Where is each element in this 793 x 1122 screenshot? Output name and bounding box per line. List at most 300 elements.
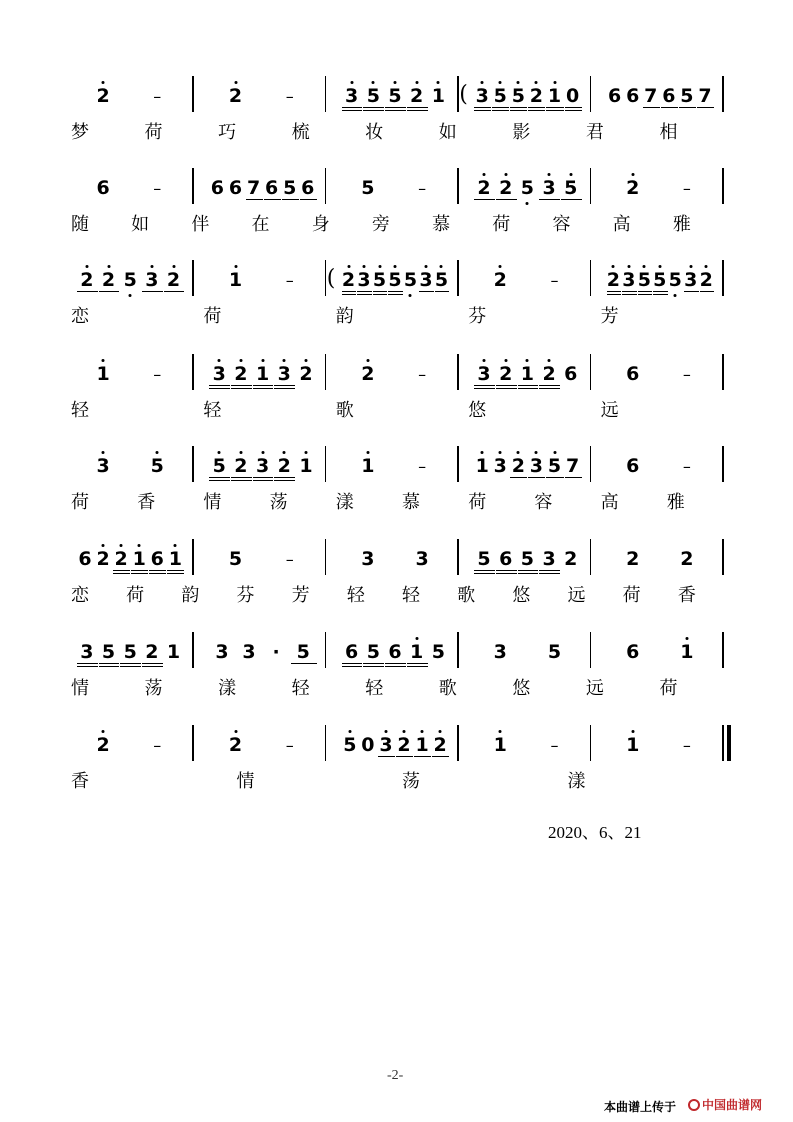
note: 6 xyxy=(626,455,640,477)
note: 2 xyxy=(397,734,411,756)
underline xyxy=(246,199,263,200)
site-logo-text: 中国曲谱网 xyxy=(702,1098,763,1112)
underline xyxy=(378,756,395,757)
barline xyxy=(722,539,724,575)
lyric: 情 xyxy=(203,492,222,513)
note: 2 xyxy=(493,269,507,291)
note: 1 xyxy=(626,734,640,756)
note: 1 xyxy=(255,363,270,385)
note: 5 xyxy=(366,85,380,107)
lyric: 在 xyxy=(251,214,270,235)
note: 5 xyxy=(680,85,694,107)
lyric: 雅 xyxy=(672,214,691,235)
lyric: 如 xyxy=(131,214,150,235)
score-line xyxy=(0,735,793,815)
octave-dot-above xyxy=(643,265,646,268)
lyric: 漾 xyxy=(335,492,354,513)
underline-double xyxy=(99,666,120,667)
note: 2 xyxy=(277,455,291,477)
underline-double xyxy=(388,294,402,295)
note: 2 xyxy=(410,85,424,107)
underline xyxy=(77,663,98,664)
barline xyxy=(457,260,459,296)
note: 6 xyxy=(265,177,279,199)
note: 6 xyxy=(228,177,243,199)
underline xyxy=(291,663,317,664)
lyric: 芳 xyxy=(291,585,310,606)
sustain-dash: – xyxy=(418,365,427,384)
octave-dot-above xyxy=(440,265,443,268)
sustain-dash: – xyxy=(550,736,559,755)
note: 3 xyxy=(242,641,256,663)
lyric: 歌 xyxy=(335,400,354,421)
lyric: 荷 xyxy=(71,492,89,513)
octave-dot-above xyxy=(348,730,351,733)
note: 1 xyxy=(547,85,562,107)
note: 2 xyxy=(96,734,110,756)
octave-dot-above xyxy=(705,265,708,268)
note: 2 xyxy=(96,548,110,570)
underline-double xyxy=(528,110,545,111)
octave-dot-above xyxy=(150,265,153,268)
underline-double xyxy=(209,480,230,481)
barline xyxy=(590,632,592,668)
octave-dot-above xyxy=(483,173,486,176)
note: 5 xyxy=(388,85,402,107)
underline xyxy=(539,385,560,386)
note: 5 xyxy=(511,85,525,107)
lyric: 荷 xyxy=(144,122,163,143)
underline-double xyxy=(496,573,517,574)
octave-dot-above xyxy=(156,451,159,454)
barline xyxy=(457,725,459,761)
note: 3 xyxy=(493,641,507,663)
note: 1 xyxy=(415,734,429,756)
lyric: 远 xyxy=(567,585,586,606)
lyric: 荷 xyxy=(468,492,487,513)
underline-double xyxy=(120,666,141,667)
note: 3 xyxy=(96,455,110,477)
lyric: 远 xyxy=(585,678,604,699)
note: 5 xyxy=(434,269,449,291)
note: 5 xyxy=(212,455,226,477)
lyric: 情 xyxy=(236,771,255,792)
underline-double xyxy=(231,480,252,481)
underline xyxy=(300,199,317,200)
octave-dot-above xyxy=(394,81,397,84)
underline xyxy=(539,199,560,200)
barline xyxy=(590,168,592,204)
note: 2 xyxy=(499,363,513,385)
octave-dot-above xyxy=(439,730,442,733)
underline xyxy=(528,107,545,108)
octave-dot-above xyxy=(138,544,141,547)
underline xyxy=(142,663,163,664)
barline xyxy=(457,632,459,668)
note: 1 xyxy=(96,363,110,385)
octave-dot-above xyxy=(350,81,353,84)
lyric: 荡 xyxy=(402,771,420,792)
underline xyxy=(407,107,428,108)
score-line xyxy=(0,642,793,722)
underline xyxy=(253,477,274,478)
lyric: 高 xyxy=(612,214,631,235)
note: 3 xyxy=(529,455,544,477)
underline xyxy=(474,570,495,571)
barline xyxy=(590,539,592,575)
note: 3 xyxy=(255,455,270,477)
underline xyxy=(120,663,141,664)
underline xyxy=(231,477,252,478)
score-line xyxy=(0,178,793,258)
lyric: 巧 xyxy=(218,122,237,143)
note: 2 xyxy=(96,85,110,107)
underline xyxy=(561,199,582,200)
octave-dot-above xyxy=(424,265,427,268)
octave-dot-above xyxy=(421,730,424,733)
date: 2020、6、21 xyxy=(548,823,642,842)
note: 7 xyxy=(565,455,580,477)
note: 2 xyxy=(499,177,513,199)
octave-dot-above xyxy=(504,173,507,176)
octave-dot-below xyxy=(674,294,677,297)
page-number: -2- xyxy=(387,1068,404,1083)
lyric: 荷 xyxy=(659,678,678,699)
note: 2 xyxy=(626,177,640,199)
underline xyxy=(435,291,449,292)
note: 3 xyxy=(415,548,429,570)
underline-double xyxy=(274,480,295,481)
barline xyxy=(590,260,592,296)
underline xyxy=(496,570,517,571)
octave-dot-above xyxy=(261,359,264,362)
lyric: 韵 xyxy=(181,585,200,606)
underline xyxy=(653,291,667,292)
octave-dot-above xyxy=(504,359,507,362)
note: 2 xyxy=(626,548,640,570)
underline-double xyxy=(407,666,428,667)
note: 5 xyxy=(372,269,387,291)
note: 5 xyxy=(123,641,137,663)
underline xyxy=(492,107,509,108)
underline xyxy=(385,663,406,664)
note: 1 xyxy=(132,548,146,570)
underline xyxy=(546,477,563,478)
note: 2 xyxy=(114,548,128,570)
octave-dot-above xyxy=(481,451,484,454)
underline-double xyxy=(474,573,495,574)
underline-double xyxy=(77,666,98,667)
sustain-dash: – xyxy=(285,271,294,290)
octave-dot-above xyxy=(535,81,538,84)
underline-double xyxy=(565,110,582,111)
octave-dot-above xyxy=(685,637,688,640)
sustain-dash: – xyxy=(682,457,691,476)
octave-dot-above xyxy=(174,544,177,547)
underline xyxy=(539,570,560,571)
barline xyxy=(192,260,194,296)
score-line xyxy=(0,549,793,629)
underline-double xyxy=(518,388,539,389)
note: 6 xyxy=(96,177,110,199)
note: 2 xyxy=(680,548,694,570)
lyric: 芬 xyxy=(468,306,487,327)
note: 2 xyxy=(511,455,525,477)
barline xyxy=(457,539,459,575)
underline xyxy=(661,107,678,108)
underline-double xyxy=(539,573,560,574)
underline xyxy=(231,385,252,386)
octave-dot-above xyxy=(517,81,520,84)
underline xyxy=(432,756,449,757)
barline xyxy=(325,168,327,204)
underline xyxy=(373,291,387,292)
underline-double xyxy=(474,388,495,389)
barline xyxy=(192,354,194,390)
octave-dot-above xyxy=(631,730,634,733)
note: 6 xyxy=(626,85,640,107)
note: 6 xyxy=(608,85,622,107)
underline xyxy=(414,756,431,757)
note: 1 xyxy=(299,455,313,477)
lyric: 歌 xyxy=(438,678,457,699)
underline xyxy=(253,385,274,386)
lyric: 荷 xyxy=(492,214,511,235)
note: 5 xyxy=(668,269,682,291)
lyric: 容 xyxy=(534,492,553,513)
underline-double xyxy=(622,294,636,295)
underline xyxy=(407,663,428,664)
barline xyxy=(192,539,194,575)
lyric: 香 xyxy=(71,771,89,792)
lyric: 梦 xyxy=(71,122,89,143)
barline xyxy=(457,354,459,390)
underline xyxy=(164,291,185,292)
barline xyxy=(325,539,327,575)
lyric: 影 xyxy=(512,122,531,143)
octave-dot-above xyxy=(239,359,242,362)
note: 2 xyxy=(433,734,447,756)
underline xyxy=(342,107,363,108)
octave-dot-above xyxy=(120,544,123,547)
octave-dot-above xyxy=(483,359,486,362)
sustain-dash: – xyxy=(550,271,559,290)
underline xyxy=(388,291,402,292)
underline xyxy=(264,199,281,200)
underline xyxy=(149,570,166,571)
note: 6 xyxy=(626,641,640,663)
lyric: 如 xyxy=(438,122,457,143)
note: 6 xyxy=(210,177,225,199)
octave-dot-above xyxy=(102,81,105,84)
underline xyxy=(396,756,413,757)
octave-dot-above xyxy=(437,81,440,84)
lyric: 芬 xyxy=(236,585,255,606)
octave-dot-above xyxy=(499,265,502,268)
underline xyxy=(474,385,495,386)
underline xyxy=(638,291,652,292)
octave-dot-above xyxy=(304,359,307,362)
octave-dot-above xyxy=(658,265,661,268)
underline-double xyxy=(546,110,563,111)
score-line xyxy=(0,456,793,536)
octave-dot-above xyxy=(283,359,286,362)
lyric: 恋 xyxy=(71,306,89,327)
barline xyxy=(722,446,724,482)
barline xyxy=(192,632,194,668)
score-line xyxy=(0,364,793,444)
note: 3 xyxy=(493,455,507,477)
octave-dot-above xyxy=(499,81,502,84)
note: 2 xyxy=(699,269,713,291)
note: 5 xyxy=(477,548,491,570)
lyric: 相 xyxy=(659,122,678,143)
lyric: 妆 xyxy=(365,122,384,143)
underline xyxy=(546,107,563,108)
note: 5 xyxy=(123,269,137,291)
note: 3 xyxy=(542,548,556,570)
barline xyxy=(722,168,724,204)
underline xyxy=(113,570,130,571)
note: 1 xyxy=(168,548,182,570)
octave-dot-above xyxy=(548,173,551,176)
lyric: 梳 xyxy=(291,122,310,143)
lyric: 轻 xyxy=(402,585,420,606)
note: 1 xyxy=(166,641,181,663)
note: 5 xyxy=(361,177,375,199)
barline xyxy=(722,354,724,390)
underline xyxy=(142,291,163,292)
barline xyxy=(457,168,459,204)
note: 5 xyxy=(343,734,357,756)
octave-dot-above xyxy=(517,451,520,454)
note: 1 xyxy=(431,85,445,107)
sustain-dash: – xyxy=(285,87,294,106)
octave-dot-above xyxy=(689,265,692,268)
note: 3 xyxy=(542,177,556,199)
underline xyxy=(518,570,539,571)
octave-dot-above xyxy=(234,81,237,84)
upload-text: 本曲谱上传于 xyxy=(604,1100,677,1114)
octave-dot-above xyxy=(234,730,237,733)
underline xyxy=(474,199,495,200)
underline-double xyxy=(131,573,148,574)
note: 3 xyxy=(622,269,636,291)
octave-dot-above xyxy=(107,265,110,268)
final-barline xyxy=(727,725,731,761)
octave-dot-above xyxy=(372,81,375,84)
note: 2 xyxy=(477,177,491,199)
underline xyxy=(77,291,98,292)
octave-dot-below xyxy=(129,294,132,297)
underline-double xyxy=(385,666,406,667)
lyric: 荡 xyxy=(269,492,288,513)
lyric: 韵 xyxy=(335,306,354,327)
underline xyxy=(643,107,660,108)
note: 2 xyxy=(341,269,356,291)
note: 5 xyxy=(431,641,445,663)
underline-double xyxy=(142,666,163,667)
underline-double xyxy=(363,666,384,667)
barline xyxy=(192,725,194,761)
note: 2 xyxy=(145,641,159,663)
note: 2 xyxy=(299,363,313,385)
lyric: 远 xyxy=(600,400,619,421)
lyric: 荷 xyxy=(126,585,145,606)
lyric: 雅 xyxy=(666,492,685,513)
lyric: 情 xyxy=(71,678,89,699)
underline xyxy=(697,107,714,108)
sustain-dash: – xyxy=(682,736,691,755)
sustain-dash: – xyxy=(153,365,162,384)
note: 5 xyxy=(637,269,651,291)
octave-dot-above xyxy=(569,173,572,176)
underline xyxy=(209,477,230,478)
octave-dot-above xyxy=(261,451,264,454)
underline-double xyxy=(253,388,274,389)
note: 2 xyxy=(228,85,243,107)
octave-dot-above xyxy=(347,265,350,268)
lyric: 君 xyxy=(585,122,604,143)
underline-double xyxy=(167,573,184,574)
barline xyxy=(722,76,724,112)
note: 5 xyxy=(547,641,562,663)
octave-dot-above xyxy=(102,359,105,362)
barline xyxy=(325,446,327,482)
note: 5 xyxy=(653,269,667,291)
underline xyxy=(496,385,517,386)
note: 6 xyxy=(499,548,513,570)
underline-double xyxy=(385,110,406,111)
underline xyxy=(99,291,120,292)
octave-dot-above xyxy=(499,451,502,454)
octave-dot-above xyxy=(612,265,615,268)
underline xyxy=(510,107,527,108)
site-logo-icon xyxy=(688,1099,700,1111)
lyric: 漾 xyxy=(567,771,586,792)
lyric: 轻 xyxy=(291,678,310,699)
note: 2 xyxy=(101,269,116,291)
lyric: 身 xyxy=(311,214,330,235)
underline xyxy=(419,291,433,292)
note: 7 xyxy=(246,177,261,199)
sustain-dash: – xyxy=(418,457,427,476)
note: 0 xyxy=(361,734,375,756)
lyric: 轻 xyxy=(203,400,222,421)
site-logo[interactable] xyxy=(688,1096,762,1113)
octave-dot-above xyxy=(415,81,418,84)
note: 5 xyxy=(547,455,562,477)
sustain-dash: – xyxy=(153,87,162,106)
lyric: 恋 xyxy=(71,585,89,606)
underline-double xyxy=(653,294,667,295)
lyric: 荷 xyxy=(622,585,641,606)
underline xyxy=(209,385,230,386)
note: 1 xyxy=(493,734,507,756)
note: 3 xyxy=(361,548,375,570)
barline xyxy=(325,354,327,390)
note: · xyxy=(272,641,280,663)
octave-dot-above xyxy=(218,451,221,454)
note: 1 xyxy=(520,363,534,385)
note: 6 xyxy=(150,548,164,570)
sustain-dash: – xyxy=(682,179,691,198)
octave-dot-above xyxy=(102,451,105,454)
underline-double xyxy=(149,573,166,574)
note: 7 xyxy=(644,85,658,107)
underline-double xyxy=(274,388,295,389)
underline xyxy=(363,107,384,108)
